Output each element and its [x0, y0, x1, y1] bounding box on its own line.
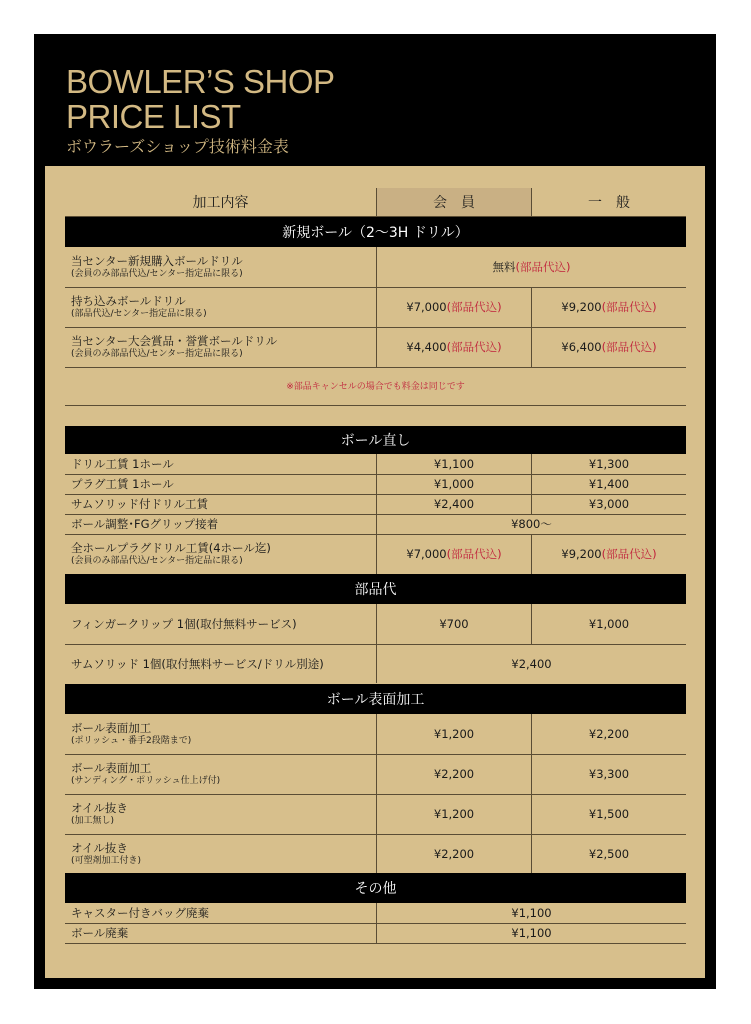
- price-both: 無料: [492, 260, 516, 274]
- parts-included-note: (部品代込): [446, 547, 502, 561]
- table-row: [65, 754, 686, 795]
- header-general: 一 般: [531, 188, 686, 216]
- table-row: [65, 454, 686, 475]
- section-surface: ボール表面加工: [65, 684, 686, 714]
- row-label: ドリル工賃 1ホール: [71, 457, 174, 471]
- price-general: ¥9,200: [561, 547, 602, 561]
- row-label: 持ち込みボールドリル: [71, 294, 186, 308]
- price-member: ¥2,400: [433, 497, 475, 511]
- row-label: オイル抜き: [71, 840, 128, 855]
- price-both: ¥1,100: [511, 906, 552, 920]
- price-general: ¥1,000: [588, 617, 630, 631]
- price-general: ¥1,300: [588, 457, 630, 471]
- page-title-line2: PRICE LIST: [66, 98, 241, 135]
- row-label: オイル抜き: [71, 801, 128, 815]
- section-new-ball: 新規ボール（2～3H ドリル）: [65, 217, 686, 247]
- price-general: ¥9,200: [561, 300, 602, 314]
- row-label: プラグ工賃 1ホール: [71, 477, 174, 491]
- price-general: ¥1,400: [588, 477, 630, 491]
- price-member: ¥700: [439, 617, 469, 631]
- section-parts: 部品代: [65, 574, 686, 604]
- row-label: サムソリッド付ドリル工賃: [71, 497, 208, 511]
- page-title-line1: BOWLER’S SHOP: [66, 63, 335, 100]
- row-label: ボール表面加工: [71, 721, 152, 735]
- price-member: ¥7,000: [406, 547, 447, 561]
- section-other: その他: [65, 873, 686, 903]
- table-header: [65, 188, 686, 217]
- row-label: ボール表面加工: [71, 761, 152, 775]
- table-row: [65, 534, 686, 575]
- price-member: ¥1,100: [433, 457, 475, 471]
- table-row: [65, 494, 686, 515]
- row-sublabel: (会員のみ部品代込/センター指定品に限る): [71, 349, 243, 359]
- parts-included-note: (部品代込): [601, 547, 657, 561]
- table-row: [65, 247, 686, 288]
- row-sublabel: (会員のみ部品代込/センター指定品に限る): [71, 556, 243, 566]
- row-label: 当センター新規購入ボールドリル: [71, 254, 243, 268]
- table-row: [65, 287, 686, 328]
- header-member: 会 員: [376, 188, 531, 216]
- row-label: フィンガークリップ 1個(取付無料サービス): [71, 617, 297, 631]
- row-sublabel: (加工無し): [71, 816, 115, 826]
- parts-included-note: (部品代込): [601, 300, 657, 314]
- price-member: ¥1,200: [433, 807, 475, 821]
- price-member: ¥7,000: [406, 300, 447, 314]
- row-sublabel: (部品代込/センター指定品に限る): [71, 309, 207, 319]
- parts-included-note: (部品代込): [446, 300, 502, 314]
- price-general: ¥3,000: [588, 497, 630, 511]
- row-label: ボール調整･FGグリップ接着: [71, 517, 219, 531]
- header-item: 加工内容: [192, 195, 249, 211]
- parts-included-note: (部品代込): [446, 340, 502, 354]
- row-label: キャスター付きバッグ廃棄: [71, 906, 209, 920]
- row-label: ボール廃棄: [71, 926, 129, 940]
- note-row: [65, 367, 686, 406]
- table-row: [65, 327, 686, 368]
- price-general: ¥3,300: [588, 767, 630, 781]
- price-member: ¥1,200: [433, 727, 475, 741]
- row-sublabel: (会員のみ部品代込/センター指定品に限る): [71, 269, 243, 279]
- table-row: [65, 514, 686, 535]
- parts-included-note: (部品代込): [515, 260, 571, 274]
- table-row: [65, 834, 686, 873]
- cancel-note: ※部品キャンセルの場合でも料金は同じです: [286, 382, 465, 392]
- price-general: ¥6,400: [561, 340, 602, 354]
- price-general: ¥1,500: [588, 807, 630, 821]
- table-row: [65, 903, 686, 924]
- section-redo: ボール直し: [65, 426, 686, 454]
- row-sublabel: (可塑剤加工付き): [71, 855, 142, 866]
- page-subtitle-jp: ボウラーズショップ技術料金表: [66, 137, 289, 156]
- row-sublabel: (サンディング・ポリッシュ仕上げ付): [71, 776, 221, 786]
- price-both: ¥800～: [511, 517, 552, 531]
- table-row: [65, 474, 686, 495]
- price-member: ¥2,200: [433, 767, 475, 781]
- price-member: ¥4,400: [406, 340, 447, 354]
- price-member: ¥1,000: [433, 477, 475, 491]
- price-both: ¥2,400: [511, 656, 552, 671]
- table-row: [65, 604, 686, 645]
- price-both: ¥1,100: [511, 926, 552, 940]
- price-member: ¥2,200: [433, 846, 475, 861]
- price-general: ¥2,500: [588, 846, 630, 861]
- row-label: サムソリッド 1個(取付無料サービス/ドリル別途): [71, 656, 324, 671]
- table-row: [65, 644, 686, 683]
- parts-included-note: (部品代込): [601, 340, 657, 354]
- price-general: ¥2,200: [588, 727, 630, 741]
- table-row: [65, 923, 686, 944]
- row-label: 全ホールプラグドリル工賃(4ホール迄): [71, 541, 271, 555]
- table-row: [65, 794, 686, 835]
- table-row: [65, 714, 686, 755]
- row-sublabel: (ポリッシュ・番手2段階まで): [71, 736, 192, 746]
- row-label: 当センター大会賞品・誉賞ボールドリル: [71, 334, 278, 348]
